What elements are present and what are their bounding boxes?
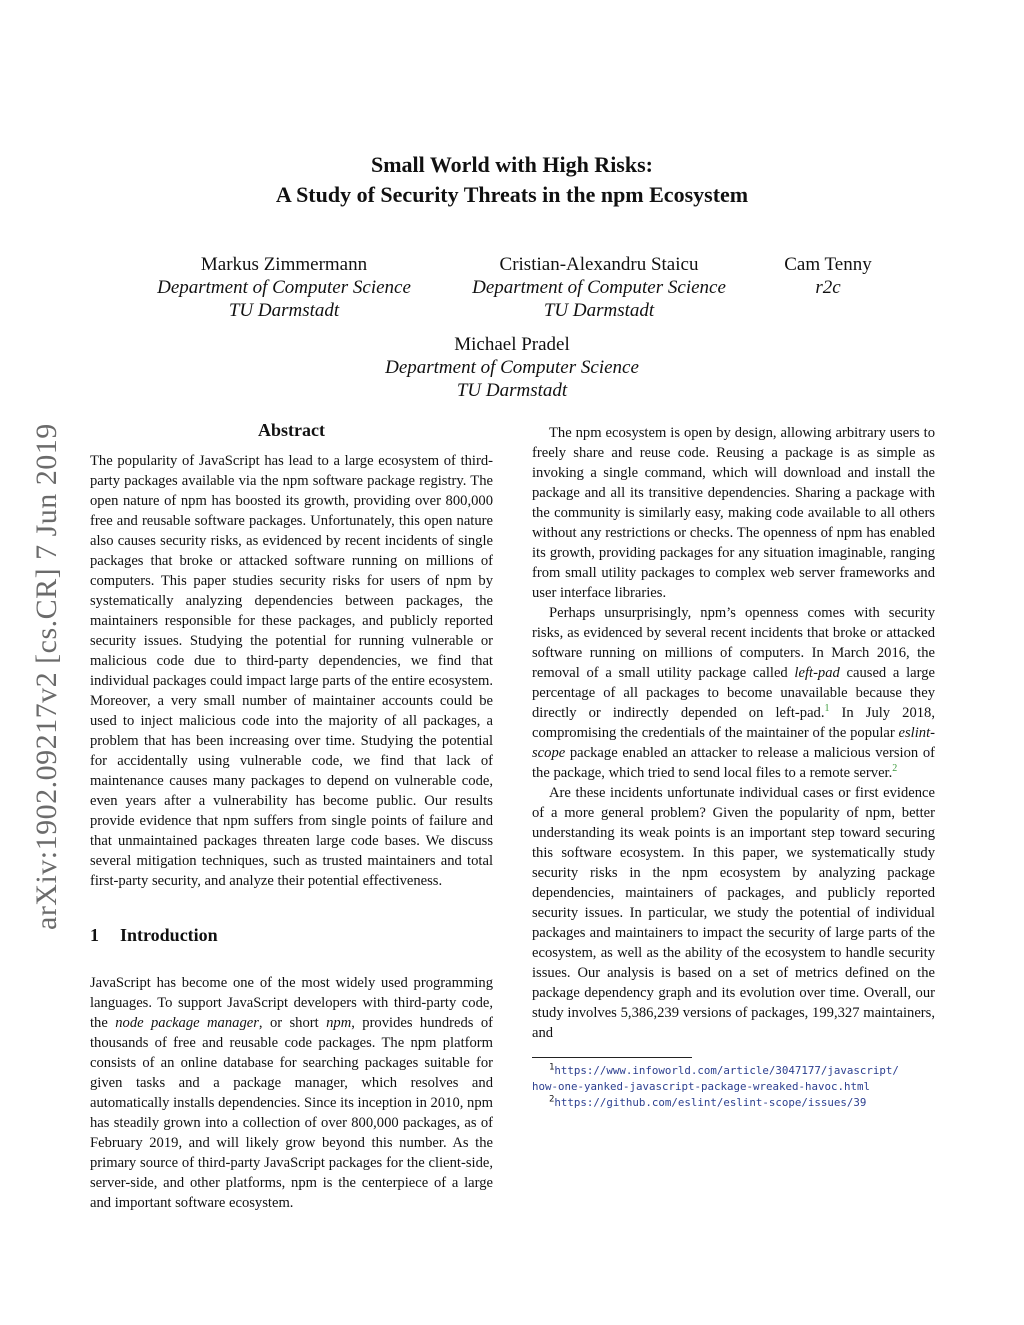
author-block-pradel [362, 333, 662, 402]
eslint-scope-package: eslint-scope [532, 725, 935, 761]
author-department: Department of Computer Science [385, 357, 639, 378]
footnote-mark: 1 [549, 1062, 555, 1073]
intro-paragraph-4: Are these incidents unfortunate individual cases or first evidence of a more general problem? Given the popularity of npm, better understanding its weak points is an important step toward securing this software ecosystem. In this paper, we systematically study security risks in the npm ecosystem by analyzing package dependencies, maintainers of packages, and publicly reported security issues. In particular, we study the potential of individual packages and maintainers to impact the security of large parts of the ecosystem, as well as the ability of the ecosystem to handle security issues. Our analysis is based on a set of metrics defined on the package dependency graph and its evolution over time. Overall, our study involves 5,386,239 versions of packages, 199,327 maintainers, and [532, 785, 935, 1041]
npm-full-name: node package manager [115, 1015, 259, 1031]
section-heading-introduction [90, 925, 493, 945]
arxiv-identifier: arXiv:1902.09217v2 [cs.CR] 7 Jun 2019 [30, 423, 63, 930]
author-name: Cristian-Alexandru Staicu [499, 254, 699, 275]
author-block-zimmermann [134, 253, 434, 322]
title-line-1: Small World with High Risks: [371, 152, 653, 177]
author-institution: r2c [815, 277, 841, 298]
intro-paragraph-2: The npm ecosystem is open by design, allowing arbitrary users to freely share and reuse code. Reusing a package is as simple as invoking a single command, which will download and install the package and all its transitive dependencies. Sharing a package with the community is similarly easy, making code available to all others without any restrictions or checks. The openness of npm has enabled its growth, providing packages for any situation imaginable, ranging from small utility packages to complex web server frameworks and user interface libraries. [532, 425, 935, 601]
paper-title [150, 150, 874, 210]
author-institution: TU Darmstadt [456, 380, 568, 401]
footnote-ref-1[interactable]: 1 [824, 703, 830, 715]
footnote-link[interactable]: https://github.com/eslint/eslint-scope/issues/39 [554, 1096, 867, 1109]
footnote-mark: 2 [549, 1094, 555, 1105]
intro-paragraph-1: JavaScript has become one of the most widely used programming languages. To support JavaScript developers with third-party code, the node package manager, or short npm, provides hundreds of thousands of free and reusable code packages. The npm platform consists of an online database for searching packages suitable for given tasks and a package manager, which resolves and automatically installs dependencies. Since its inception in 2010, npm has steadily grown into a collection of over 800,000 packages, as of February 2019, and will likely grow beyond this number. As the primary source of third-party JavaScript packages for the client-side, server-side, and other platforms, npm is the centerpiece of a large and important software ecosystem. [90, 975, 493, 1211]
footnote-ref-2[interactable]: 2 [892, 763, 898, 775]
title-line-2: A Study of Security Threats in the npm Ecosystem [275, 182, 749, 207]
author-name: Markus Zimmermann [200, 254, 368, 275]
abstract-text: The popularity of JavaScript has lead to a large ecosystem of third-party packages available via the npm software package registry. The open nature of npm has boosted its growth, providing over 800,000 free and reusable software packages. Unfortunately, this open nature also causes security risks, as evidenced by recent incidents of single packages that broke or attacked software running on millions of computers. This paper studies security risks for users of npm by systematically analyzing dependencies between packages, the maintainers responsible for these packages, and publicly reported security issues. Studying the potential for running vulnerable or malicious code due to third-party dependencies, we find that individual packages could impact large parts of the entire ecosystem. Moreover, a very small number of maintainer accounts could be used to inject malicious code into the majority of all packages, a problem that has been increasing over time. Studying the potential for accidentally using vulnerable code, we find that lack of maintenance causes many packages to depend on vulnerable code, even years after a vulnerability has become public. Our results provide evidence that npm suffers from single points of failure and that unmaintained packages threaten large code bases. We discuss several mitigation techniques, such as trusted maintainers and total first-party security, and analyze their potential effectiveness. [90, 453, 493, 889]
left-column [90, 420, 493, 1213]
left-pad-package: left-pad [794, 665, 840, 681]
author-block-tenny [763, 253, 893, 299]
right-column [532, 423, 935, 1111]
footnote-1 [532, 1063, 935, 1095]
footnote-link[interactable]: https://www.infoworld.com/article/3047177/javascript/ [554, 1064, 899, 1077]
footnote-divider [532, 1057, 692, 1058]
footnote-link-continued[interactable]: how-one-yanked-javascript-package-wreaked-havoc.html [532, 1080, 871, 1093]
section-title: Introduction [120, 925, 218, 945]
author-institution: TU Darmstadt [228, 300, 340, 321]
author-name: Michael Pradel [454, 334, 570, 355]
author-institution: TU Darmstadt [543, 300, 655, 321]
author-block-staicu [449, 253, 749, 322]
author-name: Cam Tenny [784, 254, 872, 275]
footnote-2 [532, 1095, 935, 1111]
author-department: Department of Computer Science [157, 277, 411, 298]
author-department: Department of Computer Science [472, 277, 726, 298]
intro-paragraph-3: Perhaps unsurprisingly, npm’s openness comes with security risks, as evidenced by several recent incidents that broke or attacked software running on millions of computers. In March 2016, the removal of a small utility package called left-pad caused a large percentage of all packages to become unavailable because they directly or indirectly depended on left-pad.$^1$ In July 2018, compromising the credentials of the maintainer of the popular eslint-scope package enabled an attacker to release a malicious version of the package, which tried to send local files to a remote server.$^2$ [532, 605, 936, 781]
section-number: 1 [90, 925, 99, 945]
abstract-heading: Abstract [258, 420, 325, 440]
npm-short-name: npm [326, 1015, 352, 1031]
